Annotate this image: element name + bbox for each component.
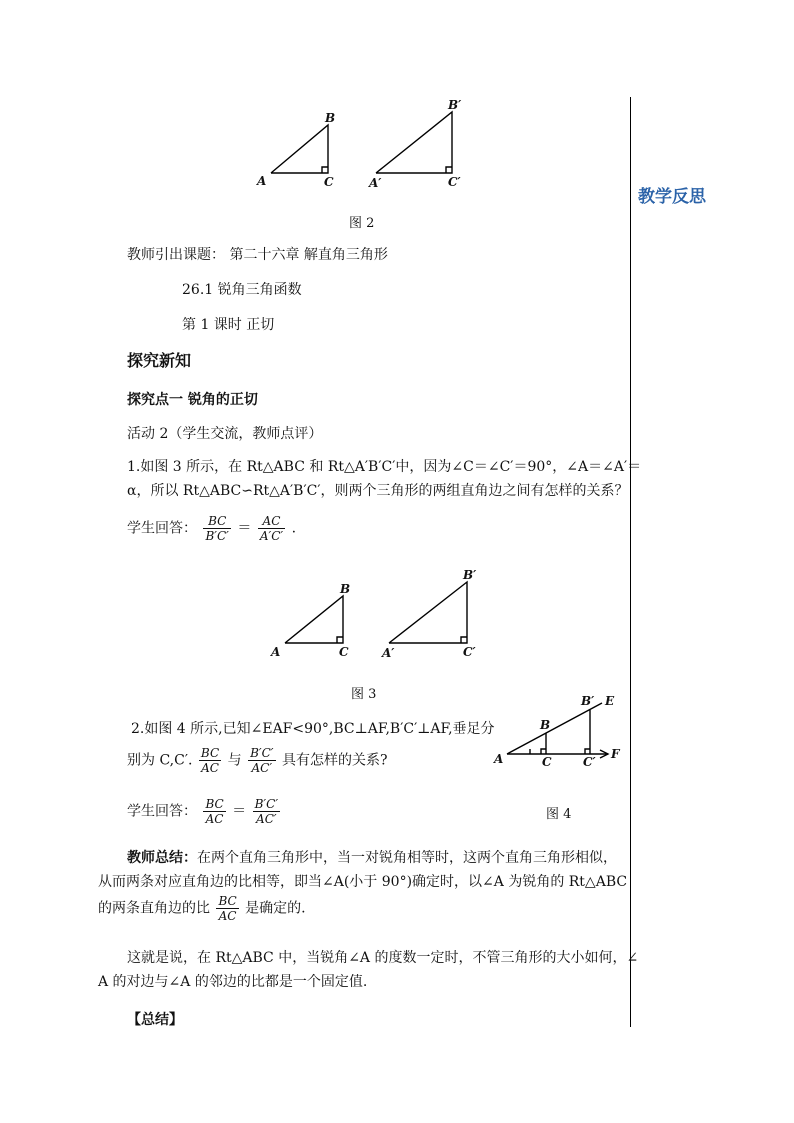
- q2-frac-2: $\frac{B'C'}{AC'}$: [250, 746, 274, 775]
- summary-line2: 从而两条对应直角边的比相等，即当∠A(小于 90°)确定时，以∠A 为锐角的 Rt△ABC: [98, 874, 628, 890]
- fig3-caption: 图 3: [351, 687, 377, 702]
- conclusion-line1: 这就是说，在 Rt△ABC 中，当锐角∠A 的度数一定时，不管三角形的大小如何，∠: [127, 950, 639, 966]
- fig3-label-A: A: [271, 645, 281, 659]
- fig2-label-C: C: [324, 175, 334, 189]
- answer-2: [127, 797, 282, 826]
- fig4-label-B: B: [540, 718, 551, 732]
- intro-line2: 26.1 锐角三角函数: [182, 282, 302, 298]
- answer-1-tail: .: [291, 520, 297, 537]
- summary-text-3a: 的两条直角边的比: [98, 900, 210, 917]
- fig2-label-B: B: [325, 111, 336, 125]
- fig2-right-angle-large: [446, 167, 452, 173]
- answer-2-prefix: 学生回答：: [127, 803, 197, 820]
- fig3-label-C2: C′: [463, 645, 476, 659]
- fig3-triangle-large: [389, 582, 467, 643]
- answer-1-prefix: 学生回答：: [127, 520, 197, 537]
- fig2-triangle-small: [271, 125, 328, 173]
- q2-frac-1: $\frac{BC}{AC}$: [200, 746, 220, 775]
- fig4-label-C: C: [542, 755, 552, 769]
- side-title: 教学反思: [638, 187, 706, 207]
- fig4-caption: 图 4: [546, 807, 572, 822]
- fig4-label-C2: C′: [583, 755, 596, 769]
- activity-label: 活动 2（学生交流，教师点评）: [127, 426, 323, 442]
- answer-1-frac-right: $\frac{AC}{A'C'}$: [259, 514, 284, 543]
- fig3-triangle-small: [285, 596, 343, 643]
- explore-point-title: 探究点一 锐角的正切: [127, 392, 258, 408]
- answer-2-equals: ＝: [232, 803, 247, 820]
- fig3-right-angle-small: [337, 637, 343, 643]
- answer-2-frac-right: $\frac{B'C'}{AC'}$: [254, 797, 279, 826]
- q2-mid: 与: [227, 752, 242, 769]
- fig4-label-E: E: [605, 694, 615, 708]
- q2-line2-end: 具有怎样的关系?: [281, 752, 388, 769]
- answer-1-equals: ＝: [237, 520, 252, 537]
- intro-line1: 教师引出课题： 第二十六章 解直角三角形: [127, 247, 388, 263]
- summary-text-1: 在两个直角三角形中，当一对锐角相等时，这两个直角三角形相似，: [197, 850, 617, 866]
- fig3-label-A2: A′: [382, 646, 395, 660]
- fig2-label-A2: A′: [369, 176, 382, 190]
- answer-2-frac-left: $\frac{BC}{AC}$: [205, 797, 224, 826]
- q2-line2-start: 别为 C,C′.: [127, 752, 193, 769]
- q2-line2: [127, 746, 387, 775]
- fig2-label-A: A: [257, 174, 267, 188]
- fig2-label-B2: B′: [448, 98, 462, 112]
- fig4-ray-AE: [507, 703, 602, 754]
- summary-line1: [127, 848, 617, 868]
- summary-line3: [98, 894, 306, 923]
- q1-line2: α，所以 Rt△ABC∽Rt△A′B′C′，则两个三角形的两组直角边之间有怎样的关系？: [127, 483, 629, 499]
- summary-label: 教师总结：: [127, 850, 197, 866]
- summary-text-3b: 是确定的.: [245, 900, 306, 917]
- fig4-label-B2: B′: [581, 694, 595, 708]
- section-heading: 探究新知: [127, 351, 192, 370]
- fig3-label-B: B: [340, 582, 351, 596]
- fig4-label-F: F: [611, 747, 620, 761]
- fig3-label-C: C: [339, 645, 349, 659]
- q1-line1: 1.如图 3 所示，在 Rt△ABC 和 Rt△A′B′C′中，因为∠C＝∠C′＝90°，∠A＝∠A′＝: [127, 459, 642, 475]
- summary-frac: $\frac{BC}{AC}$: [218, 894, 237, 923]
- fig2-triangle-large: [376, 112, 452, 173]
- intro-line3: 第 1 课时 正切: [182, 317, 275, 333]
- fig2-caption: 图 2: [349, 216, 375, 231]
- answer-1-frac-left: $\frac{BC}{B'C'}$: [205, 514, 229, 543]
- fig4-label-A: A: [494, 752, 504, 766]
- fig4-right-angle-C: [541, 749, 546, 754]
- fig3-label-B2: B′: [463, 568, 477, 582]
- fig3-right-angle-large: [461, 637, 467, 643]
- fig2-label-C2: C′: [448, 175, 461, 189]
- q2-line1: 2.如图 4 所示,已知∠EAF<90°,BC⊥AF,B′C′⊥AF,垂足分: [131, 721, 495, 737]
- conclusion-line2: A 的对边与∠A 的邻边的比都是一个固定值.: [98, 974, 368, 990]
- closing-summary-heading: 【总结】: [127, 1012, 183, 1028]
- answer-1: [127, 514, 296, 543]
- fig2-right-angle-small: [322, 167, 328, 173]
- fig4-right-angle-C2: [585, 749, 590, 754]
